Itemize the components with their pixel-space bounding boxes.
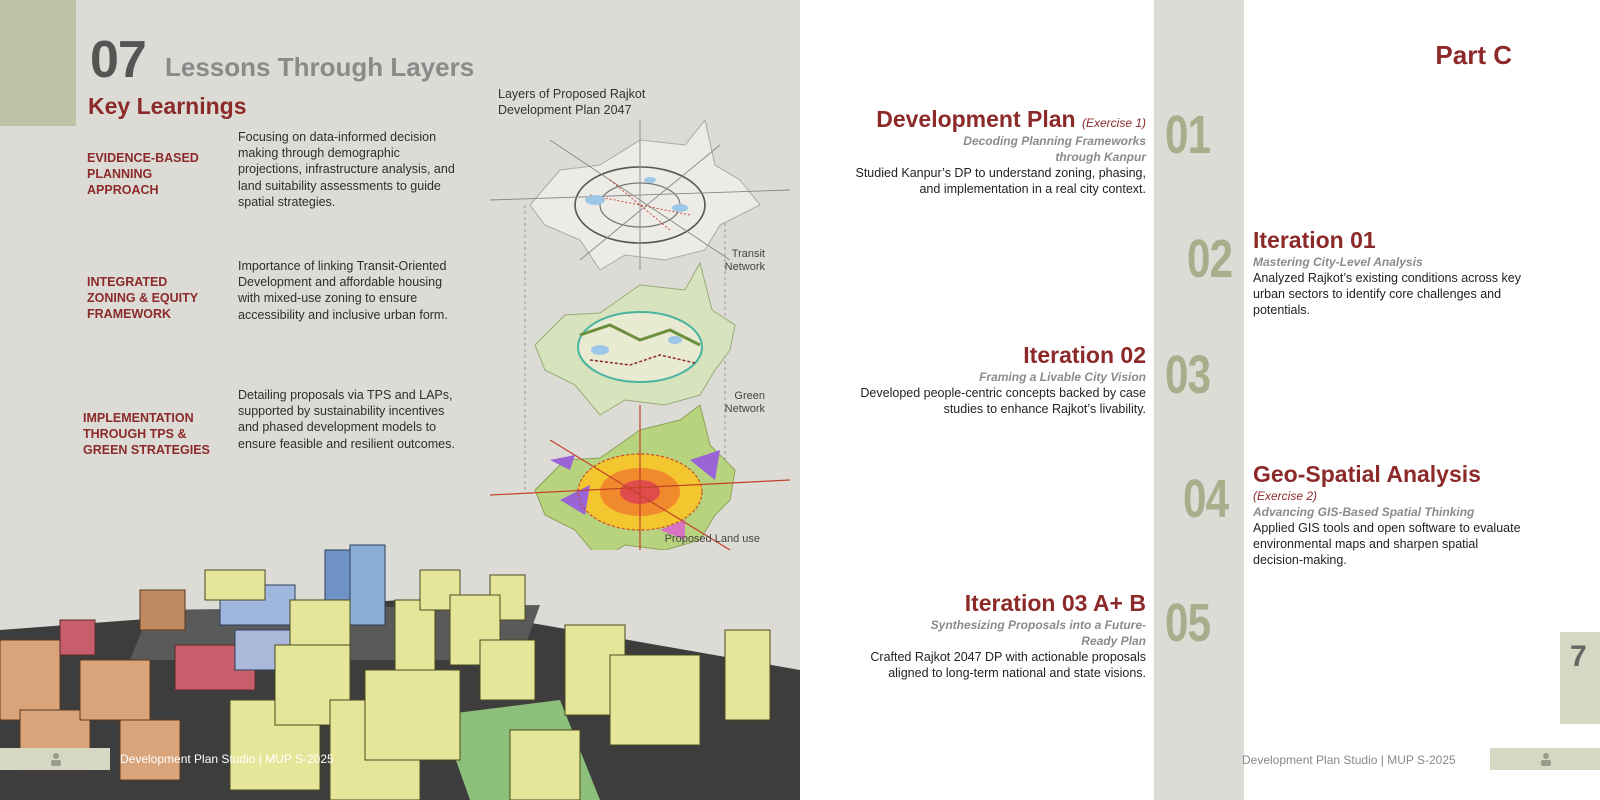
person-icon <box>50 752 62 766</box>
learning-heading-line: ZONING & EQUITY <box>87 291 199 305</box>
entry-body: Applied GIS tools and open software to evaluate environmental maps and sharpen spatial decision-making. <box>1253 521 1521 568</box>
entry-body: Crafted Rajkot 2047 DP with actionable proposals aligned to long-term national and state visions. <box>870 650 1146 681</box>
entry-iteration-03 <box>846 589 1146 681</box>
entry-title: Iteration 02 <box>1023 342 1146 368</box>
green-layer <box>535 263 735 415</box>
entry-title <box>846 105 1146 133</box>
learning-heading-line: FRAMEWORK <box>87 307 172 321</box>
layer-label-line: Green <box>734 390 765 402</box>
entry-geo-spatial <box>1253 460 1523 569</box>
entry-title-text: Development Plan <box>876 106 1076 132</box>
entry-number: 01 <box>1165 105 1211 165</box>
entry-title: Iteration 01 <box>1253 227 1376 253</box>
entry-subtitle: Mastering City-Level Analysis <box>1253 255 1423 269</box>
layer-label-transit <box>710 248 765 274</box>
entry-subtitle: Synthesizing Proposals into a Future-Ready Plan <box>930 618 1146 648</box>
person-icon <box>1540 752 1552 766</box>
entry-title: Iteration 03 A+ B <box>964 590 1146 616</box>
entry-note: (Exercise 1) <box>1081 116 1146 130</box>
learning-body: Focusing on data-informed decision making through demographic projections, infrastructure analysis, and land suitability assessments to guide spatial strategies. <box>238 130 455 209</box>
entry-number: 02 <box>1187 229 1233 289</box>
footer-text: Development Plan Studio | MUP S-2025 <box>1242 753 1456 767</box>
entry-iteration-02 <box>846 341 1146 417</box>
learning-heading-line: THROUGH TPS & <box>83 427 187 441</box>
learning-heading <box>83 410 223 458</box>
learning-heading-line: APPROACH <box>87 183 159 197</box>
learning-body: Detailing proposals via TPS and LAPs, supported by sustainability incentives and phased development models to ensure feasible and resilient outcomes. <box>238 388 455 451</box>
page-number: 7 <box>1570 640 1587 673</box>
learning-heading-line: PLANNING <box>87 167 153 181</box>
section-number: 07 <box>90 31 146 89</box>
learning-heading-line: EVIDENCE-BASED <box>87 151 199 165</box>
layer-label-line: Transit <box>731 248 765 260</box>
footer-badge <box>1490 748 1600 770</box>
part-title: Part C <box>1435 40 1512 70</box>
learning-heading <box>87 150 227 198</box>
learning-body: Importance of linking Transit-Oriented Development and affordable housing with mixed-use zoning to ensure accessibility and inclusive urban form. <box>238 259 448 322</box>
right-page <box>800 0 1600 800</box>
layered-map-illustration <box>490 110 790 550</box>
entry-development-plan <box>846 105 1146 197</box>
footer-text: Development Plan Studio | MUP S-2025 <box>120 752 334 766</box>
entry-number: 04 <box>1183 469 1229 529</box>
landuse-layer <box>490 405 790 550</box>
section-tab <box>0 0 76 126</box>
layers-caption: Layers of Proposed Rajkot Development Plan 2047 <box>498 87 646 117</box>
layer-label-line: Network <box>724 403 765 415</box>
layer-label-green <box>710 390 765 416</box>
entry-title: Geo-Spatial Analysis <box>1253 461 1481 487</box>
entry-iteration-01 <box>1253 226 1523 319</box>
layer-label-line: Network <box>724 261 765 273</box>
key-learnings-title: Key Learnings <box>88 93 247 119</box>
entry-subtitle: Framing a Livable City Vision <box>979 370 1146 384</box>
entry-number: 03 <box>1165 345 1211 405</box>
learning-heading-line: INTEGRATED <box>87 275 168 289</box>
learning-heading-line: GREEN STRATEGIES <box>83 443 210 457</box>
layer-label-landuse: Proposed Land use <box>664 533 760 545</box>
entry-body: Studied Kanpur’s DP to understand zoning, phasing, and implementation in a real city context. <box>855 166 1146 197</box>
entry-subtitle: Decoding Planning Frameworks through Kanpur <box>963 134 1146 164</box>
entry-body: Developed people-centric concepts backed by case studies to enhance Rajkot’s livability. <box>860 386 1146 417</box>
entry-body: Analyzed Rajkot’s existing conditions across key urban sectors to identify core challenges and potentials. <box>1253 271 1521 318</box>
learning-heading-line: IMPLEMENTATION <box>83 411 194 425</box>
learning-heading <box>87 274 227 322</box>
footer-badge <box>0 748 110 770</box>
section-title: Lessons Through Layers <box>165 52 475 82</box>
entry-subtitle: Advancing GIS-Based Spatial Thinking <box>1253 505 1475 519</box>
entry-number: 05 <box>1165 593 1211 653</box>
entry-note: (Exercise 2) <box>1253 489 1318 503</box>
